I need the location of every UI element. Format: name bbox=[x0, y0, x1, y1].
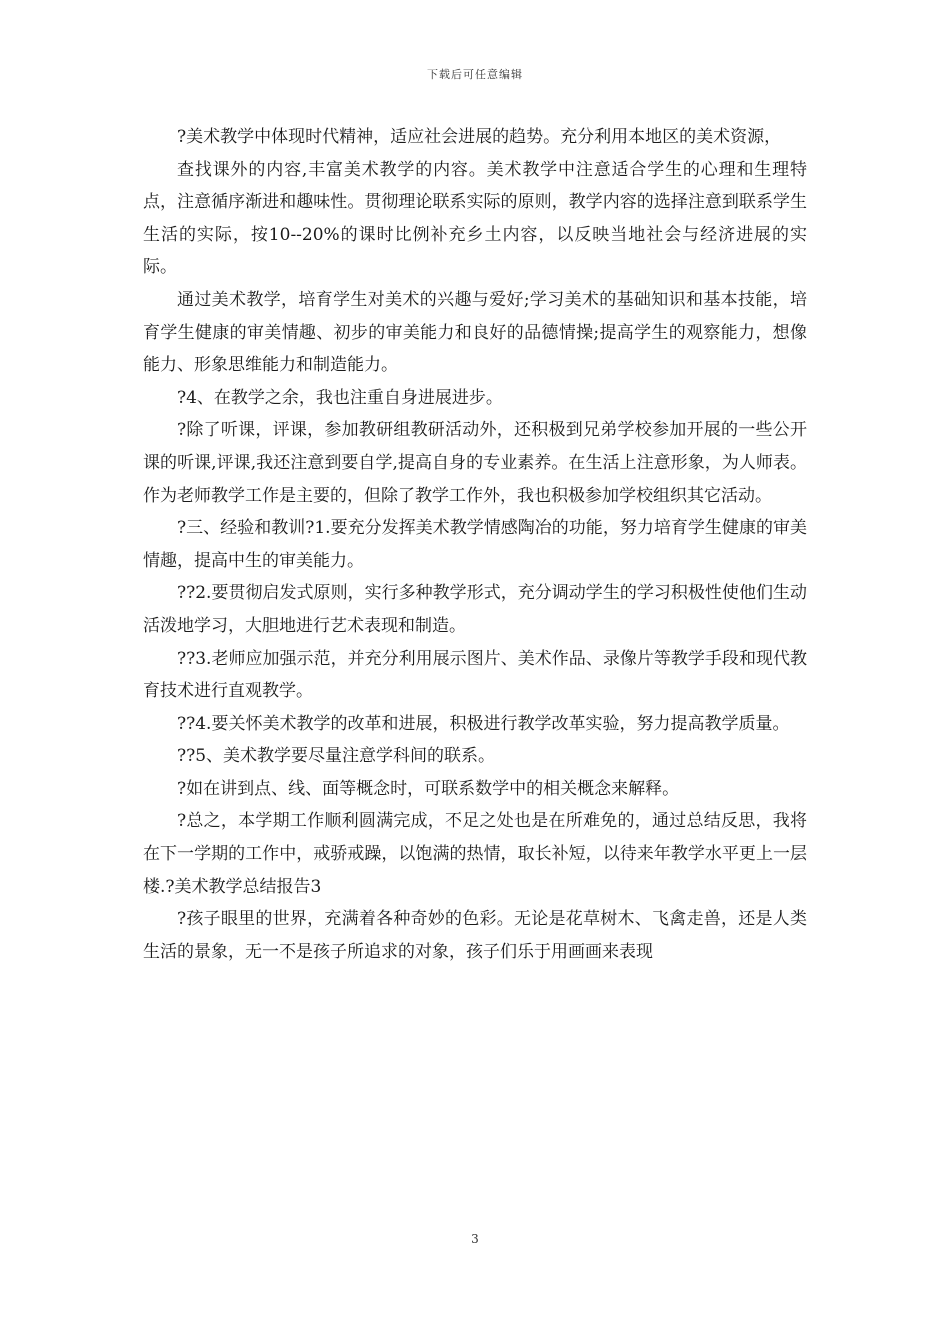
page-number: 3 bbox=[471, 1232, 479, 1246]
paragraph: ?除了听课，评课，参加教研组教研活动外，还积极到兄弟学校参加开展的一些公开课的听课,评课,我还注意到要自学,提高自身的专业素养。在生活上注意形象，为人师表。作为老师教学工作是主要的，但除了教学工作外，我也积极参加学校组织其它活动。 bbox=[143, 420, 807, 506]
paragraph: ?如在讲到点、线、面等概念时，可联系数学中的相关概念来解释。 bbox=[177, 778, 680, 799]
paragraph: ?美术教学中体现时代精神，适应社会进展的趋势。充分利用本地区的美术资源， bbox=[177, 127, 782, 147]
paragraph: ?总之，本学期工作顺利圆满完成，不足之处也是在所难免的，通过总结反思，我将在下一学期的工作中，戒骄戒躁，以饱满的热情，取长补短，以待来年教学水平更上一层楼.?美术教学总结报告3 bbox=[143, 811, 807, 897]
paragraph: ??4.要关怀美术教学的改革和进展，积极进行教学改革实验，努力提高教学质量。 bbox=[177, 713, 790, 734]
paragraph: ?4、在教学之余，我也注重自身进展进步。 bbox=[177, 387, 503, 408]
paragraph: 通过美术教学，培育学生对美术的兴趣与爱好;学习美术的基础知识和基本技能，培育学生健康的审美情趣、初步的审美能力和良好的品德情操;提高学生的观察能力，想像能力、形象思维能力和制造能力。 bbox=[143, 289, 807, 376]
paragraph: ?孩子眼里的世界，充满着各种奇妙的色彩。无论是花草树木、飞禽走兽，还是人类生活的景象，无一不是孩子所追求的对象，孩子们乐于用画画来表现 bbox=[143, 909, 807, 962]
paragraph: ??5、美术教学要尽量注意学科间的联系。 bbox=[177, 746, 496, 767]
document-body bbox=[143, 121, 807, 968]
page-header: 下载后可任意编辑 bbox=[427, 68, 523, 81]
paragraph: ??3.老师应加强示范，并充分利用展示图片、美术作品、录像片等教学手段和现代教育技术进行直观教学。 bbox=[143, 648, 807, 702]
paragraph: ??2.要贯彻启发式原则，实行多种教学形式，充分调动学生的学习积极性使他们生动活泼地学习，大胆地进行艺术表现和制造。 bbox=[143, 583, 807, 636]
paragraph: ?三、经验和教训?1.要充分发挥美术教学情感陶冶的功能，努力培育学生健康的审美情趣，提高中生的审美能力。 bbox=[143, 518, 807, 571]
paragraph: 查找课外的内容,丰富美术教学的内容。美术教学中注意适合学生的心理和生理特点，注意循序渐进和趣味性。贯彻理论联系实际的原则，教学内容的选择注意到联系学生生活的实际，按10--20%的课时比例补充乡土内容，以反映当地社会与经济进展的实际。 bbox=[143, 159, 807, 278]
